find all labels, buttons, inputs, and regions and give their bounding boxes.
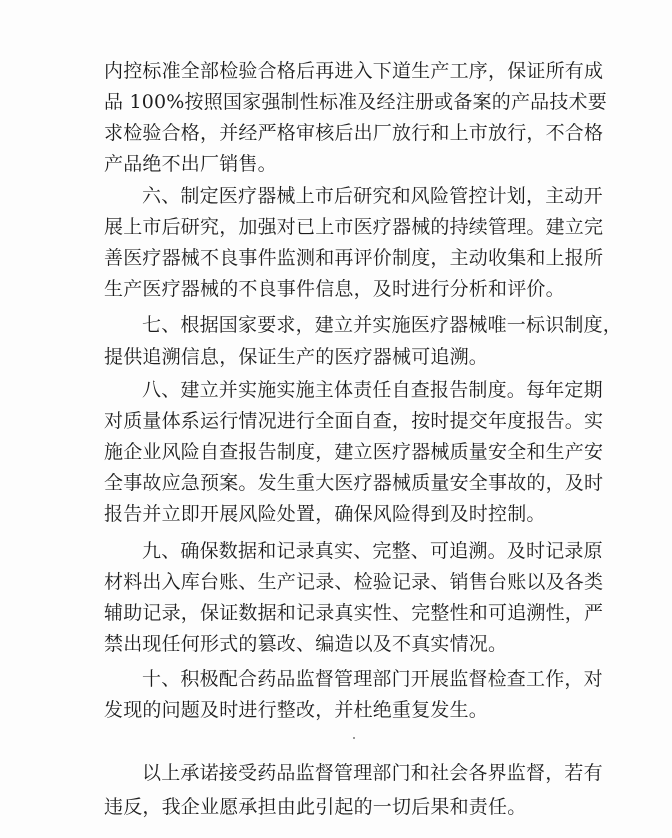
text-line: 求检验合格，并经严格审核后出厂放行和上市放行，不合格 [104,122,604,144]
text-line: 辅助记录，保证数据和记录真实性、完整性和可追溯性，严 [104,602,604,624]
text-line: 九、确保数据和记录真实、完整、可追溯。及时记录原 [142,540,603,562]
text-line: 材料出入库台账、生产记录、检验记录、销售台账以及各类 [104,571,604,593]
text-line: 六、制定医疗器械上市后研究和风险管控计划，主动开 [142,185,603,207]
text-line: 以上承诺接受药品监督管理部门和社会各界监督，若有 [142,762,603,784]
text-line: 施企业风险自查报告制度，建立医疗器械质量安全和生产安 [104,441,604,463]
text-line: 违反，我企业愿承担由此引起的一切后果和责任。 [104,796,527,818]
speck-mark [353,737,355,739]
text-line: 七、根据国家要求，建立并实施医疗器械唯一标识制度， [142,314,623,336]
text-line: 十、积极配合药品监督管理部门开展监督检查工作，对 [142,668,603,690]
text-line: 内控标准全部检验合格后再进入下道生产工序，保证所有成 [104,60,604,82]
text-line: 展上市后研究，加强对已上市医疗器械的持续管理。建立完 [104,216,604,238]
text-line: 生产医疗器械的不良事件信息，及时进行分析和评价。 [104,278,565,300]
text-line: 报告并立即开展风险处置，确保风险得到及时控制。 [104,503,546,525]
text-line: 产品绝不出厂销售。 [104,153,277,175]
text-line: 品 100%按照国家强制性标准及经注册或备案的产品技术要 [104,91,607,113]
text-line: 禁出现任何形式的篡改、编造以及不真实情况。 [104,633,508,655]
text-line: 善医疗器械不良事件监测和再评价制度，主动收集和上报所 [104,247,604,269]
text-line: 对质量体系运行情况进行全面自查，按时提交年度报告。实 [104,410,604,432]
text-line: 提供追溯信息，保证生产的医疗器械可追溯。 [104,346,489,368]
text-line: 八、建立并实施实施主体责任自查报告制度。每年定期 [142,379,603,401]
text-line: 全事故应急预案。发生重大医疗器械质量安全事故的，及时 [104,472,604,494]
text-line: 发现的问题及时进行整改，并杜绝重复发生。 [104,699,489,721]
